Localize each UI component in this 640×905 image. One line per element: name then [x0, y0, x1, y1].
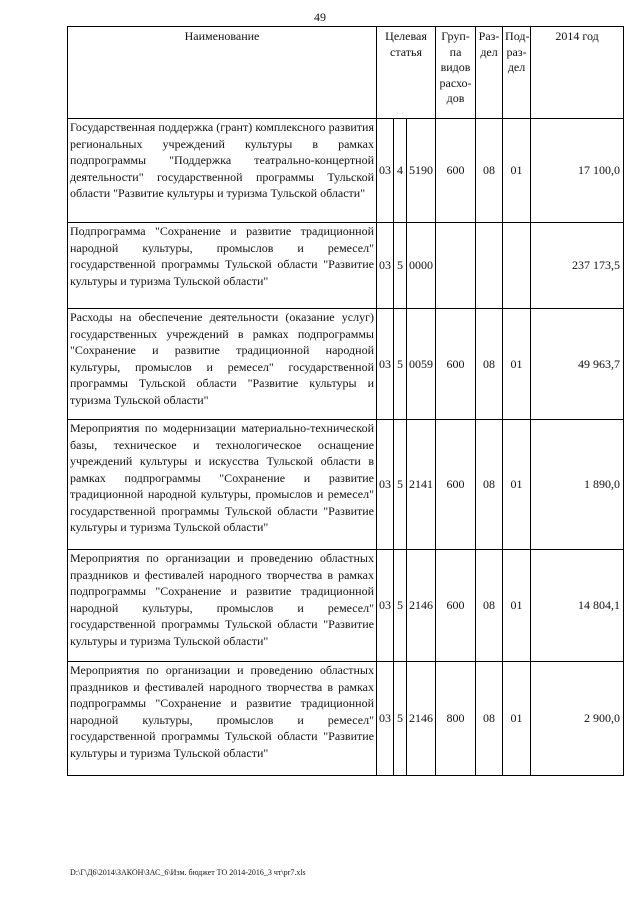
article-part-1: 03: [377, 662, 394, 776]
row-name: Мероприятия по организации и проведению областных праздников и фестивалей народного творчества в рамках подпрограммы "Сохранение и развитие традиционной народной культуры, промыслов и ремесел" государственной программы Тульской области "Развитие культуры и туризма Тульской области": [68, 662, 377, 776]
amount: 2 900,0: [531, 662, 624, 776]
budget-table: [67, 26, 624, 776]
table-row: [68, 119, 624, 223]
header-section: Раз-дел: [476, 27, 503, 119]
row-name: Расходы на обеспечение деятельности (оказание услуг) государственных учреждений в рамках подпрограммы "Сохранение и развитие традиционной народной культуры, промыслов и ремесел" государственной программы Тульской области "Развитие культуры и туризма Тульской области": [68, 309, 377, 420]
expense-group: [436, 223, 476, 309]
amount: 1 890,0: [531, 420, 624, 550]
expense-group: 600: [436, 550, 476, 662]
section: [476, 223, 503, 309]
expense-group: 800: [436, 662, 476, 776]
row-name: Мероприятия по организации и проведению областных праздников и фестивалей народного творчества в рамках подпрограммы "Сохранение и развитие традиционной народной культуры, промыслов и ремесел" государственной программы Тульской области "Развитие культуры и туризма Тульской области": [68, 550, 377, 662]
amount: 237 173,5: [531, 223, 624, 309]
article-part-1: 03: [377, 550, 394, 662]
table-row: [68, 662, 624, 776]
article-part-3: 5190: [407, 119, 436, 223]
amount: 17 100,0: [531, 119, 624, 223]
header-expense-group: Груп-па видов расхо-дов: [436, 27, 476, 119]
article-part-3: 2141: [407, 420, 436, 550]
row-name: Мероприятия по модернизации материально-технической базы, техническое и технологическое оснащение учреждений культуры и искусства Тульской области в рамках подпрограммы "Сохранение и развитие традиционной народной культуры, промыслов и ремесел" государственной программы Тульской области "Развитие культуры и туризма Тульской области": [68, 420, 377, 550]
expense-group: 600: [436, 309, 476, 420]
article-part-2: 5: [394, 550, 407, 662]
article-part-3: 2146: [407, 550, 436, 662]
table-row: [68, 550, 624, 662]
article-part-1: 03: [377, 119, 394, 223]
section: 08: [476, 309, 503, 420]
table-row: [68, 420, 624, 550]
page-number: 49: [314, 10, 326, 24]
header-year: 2014 год: [531, 27, 624, 119]
row-name: Подпрограмма "Сохранение и развитие традиционной народной культуры, промыслов и ремесел" государственной программы Тульской области "Развитие культуры и туризма Тульской области": [68, 223, 377, 309]
expense-group: 600: [436, 420, 476, 550]
article-part-2: 4: [394, 119, 407, 223]
article-part-1: 03: [377, 223, 394, 309]
table-row: [68, 223, 624, 309]
header-row: [68, 27, 624, 119]
amount: 49 963,7: [531, 309, 624, 420]
article-part-3: 0059: [407, 309, 436, 420]
row-name: Государственная поддержка (грант) комплексного развития региональных учреждений культуры в рамках подпрограммы "Поддержка театрально-концертной деятельности" государственной программы Тульской области "Развитие культуры и туризма Тульской области": [68, 119, 377, 223]
article-part-3: 2146: [407, 662, 436, 776]
article-part-2: 5: [394, 662, 407, 776]
expense-group: 600: [436, 119, 476, 223]
subsection: 01: [503, 662, 531, 776]
article-part-3: 0000: [407, 223, 436, 309]
subsection: [503, 223, 531, 309]
file-path-footer: D:\Г\Д6\2014\ЗАКОН\ЗАС_6\Изм. бюджет ТО 2014-2016_3 чт\pr7.xls: [70, 868, 306, 877]
amount: 14 804,1: [531, 550, 624, 662]
article-part-2: 5: [394, 309, 407, 420]
header-subsection: Под-раз-дел: [503, 27, 531, 119]
section: 08: [476, 550, 503, 662]
section: 08: [476, 119, 503, 223]
article-part-2: 5: [394, 223, 407, 309]
subsection: 01: [503, 420, 531, 550]
subsection: 01: [503, 550, 531, 662]
section: 08: [476, 662, 503, 776]
article-part-2: 5: [394, 420, 407, 550]
header-target-article: Целевая статья: [377, 27, 436, 119]
subsection: 01: [503, 119, 531, 223]
header-name: Наименование: [68, 27, 377, 119]
table-row: [68, 309, 624, 420]
article-part-1: 03: [377, 420, 394, 550]
section: 08: [476, 420, 503, 550]
subsection: 01: [503, 309, 531, 420]
article-part-1: 03: [377, 309, 394, 420]
